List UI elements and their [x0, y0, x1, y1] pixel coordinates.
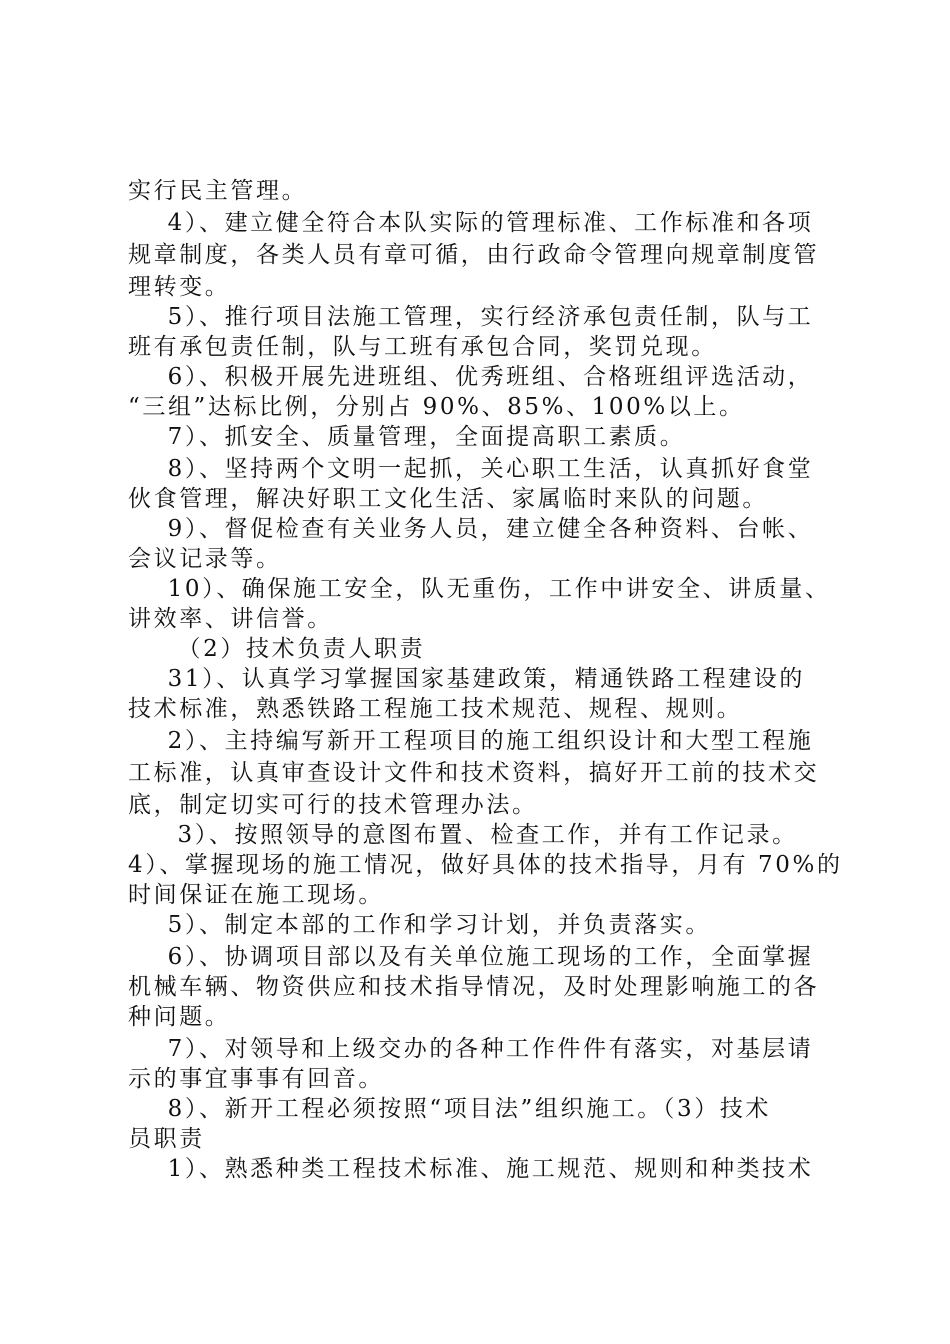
text-line: 4）、掌握现场的施工情况，做好具体的技术指导，月有 70%的 [128, 852, 843, 878]
text-line: 时间保证在施工现场。 [128, 882, 384, 908]
text-line: 8）、新开工程必须按照“项目法”组织施工。（3）技术 [128, 1096, 772, 1122]
text-line: 7）、抓安全、质量管理，全面提高职工素质。 [128, 424, 686, 450]
text-line: 工标准，认真审查设计文件和技术资料，搞好开工前的技术交 [128, 760, 820, 786]
text-line: 31）、认真学习掌握国家基建政策，精通铁路工程建设的 [128, 666, 806, 692]
text-line: 底，制定切实可行的技术管理办法。 [128, 792, 538, 818]
text-line: 5）、制定本部的工作和学习计划，并负责落实。 [128, 912, 711, 938]
text-line: 4）、建立健全符合本队实际的管理标准、工作标准和各项 [128, 210, 814, 236]
text-line: 伙食管理，解决好职工文化生活、家属临时来队的问题。 [128, 486, 768, 512]
text-line: 规章制度，各类人员有章可循，由行政命令管理向规章制度管 [128, 242, 820, 268]
text-line: 讲效率、讲信誉。 [128, 606, 333, 632]
text-line: 7）、对领导和上级交办的各种工作件件有落实，对基层请 [128, 1036, 814, 1062]
text-line: 10）、确保施工安全，队无重伤，工作中讲安全、讲质量、 [128, 576, 831, 602]
text-line: 2）、主持编写新开工程项目的施工组织设计和大型工程施 [128, 728, 814, 754]
text-line: 6）、协调项目部以及有关单位施工现场的工作，全面掌握 [128, 944, 814, 970]
text-line: 会议记录等。 [128, 546, 282, 572]
text-line: 示的事宜事事有回音。 [128, 1066, 384, 1092]
text-line: 5）、推行项目法施工管理，实行经济承包责任制，队与工 [128, 304, 814, 330]
text-line: 机械车辆、物资供应和技术指导情况，及时处理影响施工的各 [128, 974, 820, 1000]
text-line: 3）、按照领导的意图布置、检查工作，并有工作记录。 [128, 822, 798, 848]
text-line: 理转变。 [128, 274, 231, 300]
text-line: 班有承包责任制，队与工班有承包合同，奖罚兑现。 [128, 334, 717, 360]
text-line: 种问题。 [128, 1004, 231, 1030]
text-line: 实行民主管理。 [128, 178, 308, 204]
text-line: 6）、积极开展先进班组、优秀班组、合格班组评选活动， [128, 364, 814, 390]
text-line: 员职责 [128, 1126, 205, 1152]
section-heading: （2）技术负责人职责 [128, 636, 426, 662]
text-line: “三组”达标比例，分别占 90%、85%、100%以上。 [128, 394, 745, 420]
text-line: 1）、熟悉种类工程技术标准、施工规范、规则和种类技术 [128, 1156, 814, 1182]
text-line: 9）、督促检查有关业务人员，建立健全各种资料、台帐、 [128, 516, 814, 542]
text-line: 8）、坚持两个文明一起抓，关心职工生活，认真抓好食堂 [128, 456, 814, 482]
text-line: 技术标准，熟悉铁路工程施工技术规范、规程、规则。 [128, 696, 743, 722]
